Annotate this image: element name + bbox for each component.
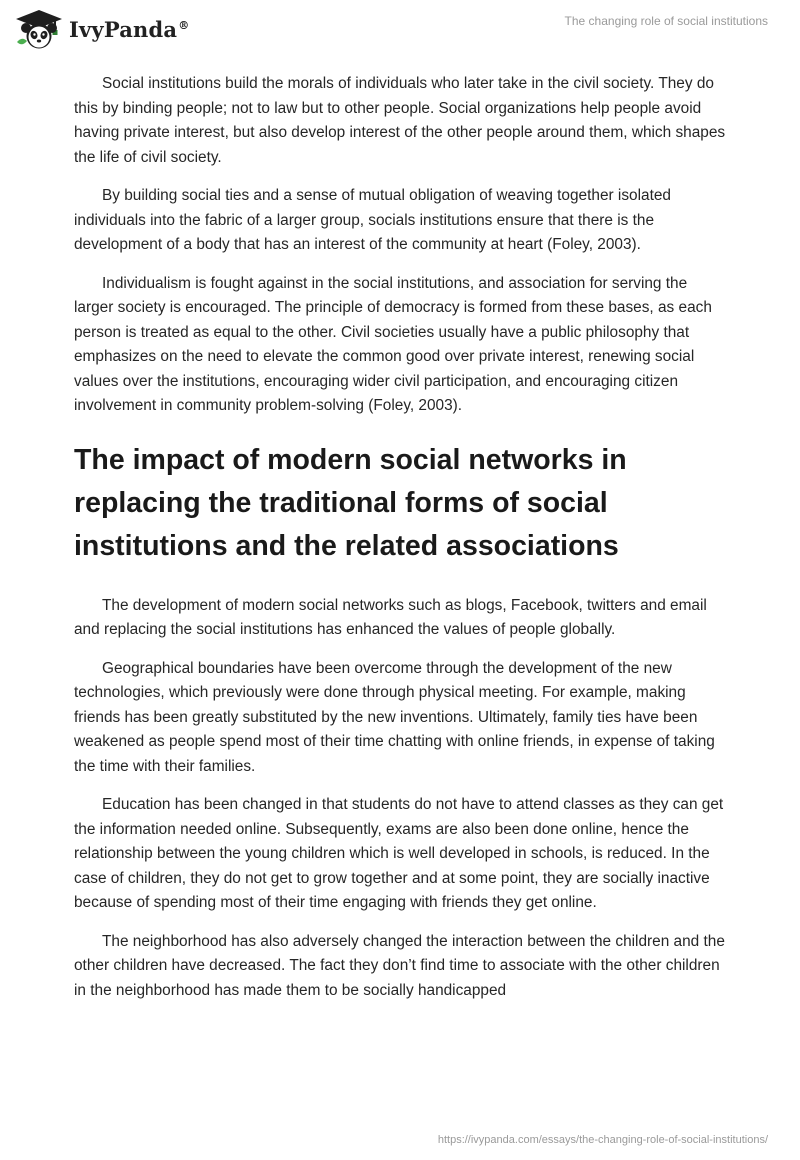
panda-graduate-icon [14, 8, 64, 50]
paragraph: The development of modern social networks such as blogs, Facebook, twitters and email and replacing the social institutions has enhanced the values of people globally. [74, 596, 707, 638]
page-header [0, 0, 800, 64]
paragraph: The neighborhood has also adversely changed the interaction between the children and the other children have decreased. The fact they don’t find time to associate with the other children in the neighborhood has made them to be socially handicapped [74, 932, 725, 999]
logo-text: IvyPanda® [69, 16, 190, 42]
paragraph: Individualism is fought against in the social institutions, and association for serving the larger society is encouraged. The principle of democracy is formed from these bases, as each person is treated as equal to the other. Civil societies usually have a public philosophy that emphasizes on the need to elevate the common good over private interest, renewing social values over the institutions, encouraging wider civil participation, and encouraging citizen involvement in community problem-solving (Foley, 2003). [74, 274, 712, 414]
source-url-link[interactable]: https://ivypanda.com/essays/the-changing-role-of-social-institutions/ [437, 1134, 768, 1146]
ivypanda-logo[interactable] [14, 8, 189, 50]
paragraph: Social institutions build the morals of individuals who later take in the civil society. They do this by binding people; not to law but to other people. Social organizations help people avoid having private interest, but also develop interest of the other people around them, which shapes the life of civil society. [74, 75, 726, 166]
essay-content [74, 72, 730, 1017]
paragraph: Education has been changed in that students do not have to attend classes as they can get the information needed online. Subsequently, exams are also been done online, hence the relationship between the young children which is well developed in schools, is reduced. In the case of children, they do not get to grow together and at some point, they are socially inactive because of spending most of their time engaging with friends they get online. [74, 796, 724, 911]
document-title: The changing role of social institutions [564, 14, 768, 28]
section-heading: The impact of modern social networks in replacing the traditional forms of social institutions and the related associations [74, 443, 627, 562]
paragraph: Geographical boundaries have been overcome through the development of the new technologies, which previously were done through physical meeting. For example, making friends has been greatly substituted by the new inventions. Ultimately, family ties have been weakened as people spend most of their time chatting with online friends, in expense of taking the time with their families. [74, 659, 715, 775]
paragraph: By building social ties and a sense of mutual obligation of weaving together isolated individuals into the fabric of a larger group, socials institutions ensure that there is the development of a body that has an interest of the community at heart (Foley, 2003). [74, 187, 671, 253]
